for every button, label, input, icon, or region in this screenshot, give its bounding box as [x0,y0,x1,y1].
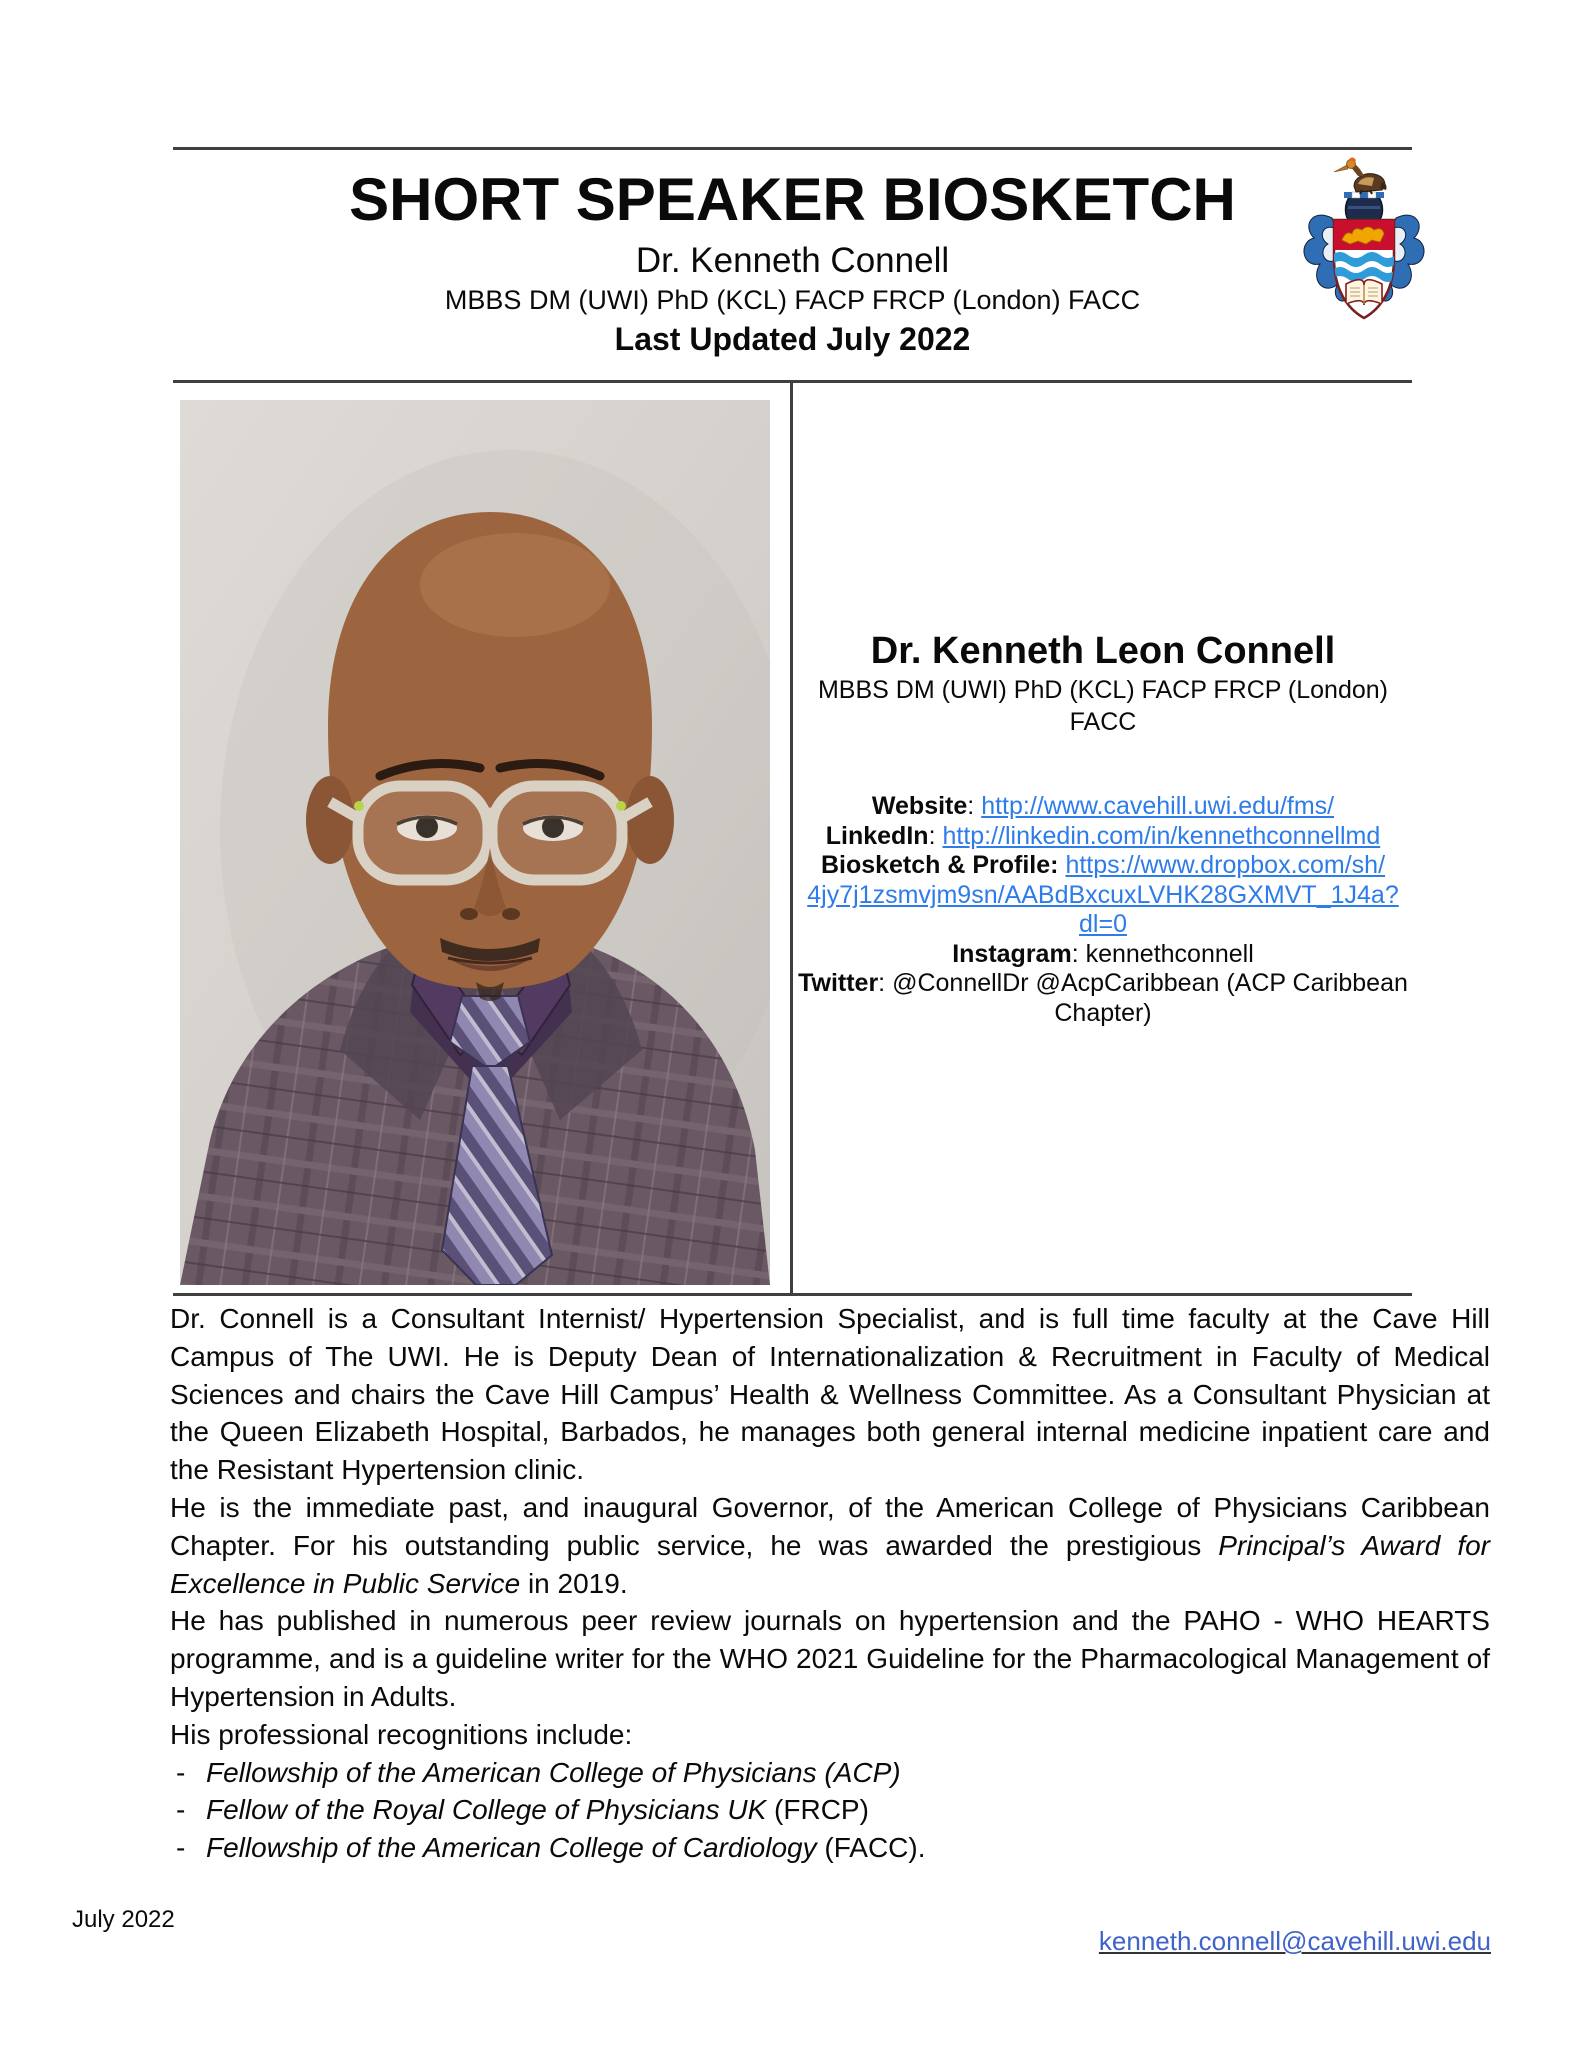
website-link[interactable]: http://www.cavehill.uwi.edu/fms/ [981,792,1335,820]
biosketch-label: Biosketch & Profile: [820,851,1059,879]
recognition-italic: Fellow of the Royal College of Physicians UK [206,1794,767,1826]
biography-text [170,1300,1490,1867]
twitter-separator: : [878,969,893,997]
linkedin-line [797,822,1409,852]
last-updated-label: Last Updated July 2022 [614,321,971,357]
linkedin-separator: : [928,821,943,850]
dash-bullet: - [176,1794,186,1826]
bio-recognitions-intro: His professional recognitions include: [170,1718,633,1750]
list-item [170,1791,1490,1829]
website-separator: : [967,792,982,820]
portrait-image [180,400,770,1285]
bio-paragraph-1: Dr. Connell is a Consultant Internist/ Hypertension Specialist, and is full time faculty at the Cave Hill Campus of The UWI. He is Deputy Dean of Internationalization & Recruitment in Faculty of Medical Sciences and chairs the Cave Hill Campus’ Health & Wellness Committee. As a Consultant Physician at the Queen Elizabeth Hospital, Barbados, he manages both general internal medicine inpatient care and the Resistant Hypertension clinic. [170,1303,1490,1486]
uwi-crest-icon [1294,156,1434,336]
website-line [797,792,1409,822]
footer-date: July 2022 [72,1906,175,1933]
profile-credentials: MBBS DM (UWI) PhD (KCL) FACP FRCP (London) FACC [817,676,1389,736]
table-bottom-divider [173,1293,1412,1296]
top-divider [173,147,1412,150]
recognition-regular: (FRCP) [766,1794,869,1826]
twitter-handles: @ConnellDr @AcpCaribbean (ACP Caribbean Chapter) [892,969,1408,1027]
bio-p2-end: in 2019. [520,1567,628,1599]
bio-paragraph-3: He has published in numerous peer review journals on hypertension and the PAHO - WHO HEARTS programme, and is a guideline writer for the WHO 2021 Guideline for the Pharmacological Management of Hypertension in Adults. [170,1605,1490,1712]
biosketch-line [797,851,1409,881]
biosketch-link-line2[interactable]: 4jy7j1zsmvjm9sn/AABdBxcuxLVHK28GXMVT_1J4a?dl=0 [807,880,1399,938]
twitter-line [797,969,1409,1028]
footer-email-link[interactable]: kenneth.connell@cavehill.uwi.edu [1098,1926,1491,1956]
uwi-crest-logo [1294,156,1434,336]
instagram-label: Instagram [952,939,1072,968]
linkedin-link[interactable]: http://linkedin.com/in/kennethconnellmd [942,821,1381,850]
instagram-separator: : [1071,939,1086,968]
recognitions-list [170,1754,1490,1867]
bio-paragraph-2 [170,1489,1490,1602]
website-label: Website [871,792,968,820]
bio-p2-start: He is the immediate past, and inaugural Governor, of the American College of Physicians Caribbean Chapter. For his outstanding public service, he was awarded the prestigious [170,1491,1490,1561]
linkedin-label: LinkedIn [825,821,929,850]
recognition-italic: Fellowship of the American College of Cardiology [206,1832,817,1864]
profile-links [797,792,1409,1028]
bio-p2-award-title: Principal’s Award for Excellence in Public Service [170,1529,1490,1599]
column-divider [790,383,793,1293]
speaker-portrait-photo [180,400,770,1285]
dash-bullet: - [176,1832,186,1864]
header-credentials: MBBS DM (UWI) PhD (KCL) FACP FRCP (London) FACC [444,285,1141,315]
header-speaker-name: Dr. Kenneth Connell [635,241,950,280]
document-header [173,162,1412,361]
profile-name: Dr. Kenneth Leon Connell [870,630,1336,672]
twitter-label: Twitter [798,969,879,997]
list-item [170,1829,1490,1867]
recognition-italic: Fellowship of the American College of Physicians (ACP) [206,1756,901,1788]
biosketch-line2 [797,881,1409,940]
recognition-regular: (FACC). [816,1832,926,1864]
dash-bullet: - [176,1756,186,1788]
instagram-line [797,940,1409,970]
profile-info-panel [797,628,1409,1028]
biosketch-link-line1[interactable]: https://www.dropbox.com/sh/ [1065,851,1386,879]
instagram-handle: kennethconnell [1085,939,1254,968]
list-item [170,1754,1490,1792]
page-title: SHORT SPEAKER BIOSKETCH [349,166,1236,233]
